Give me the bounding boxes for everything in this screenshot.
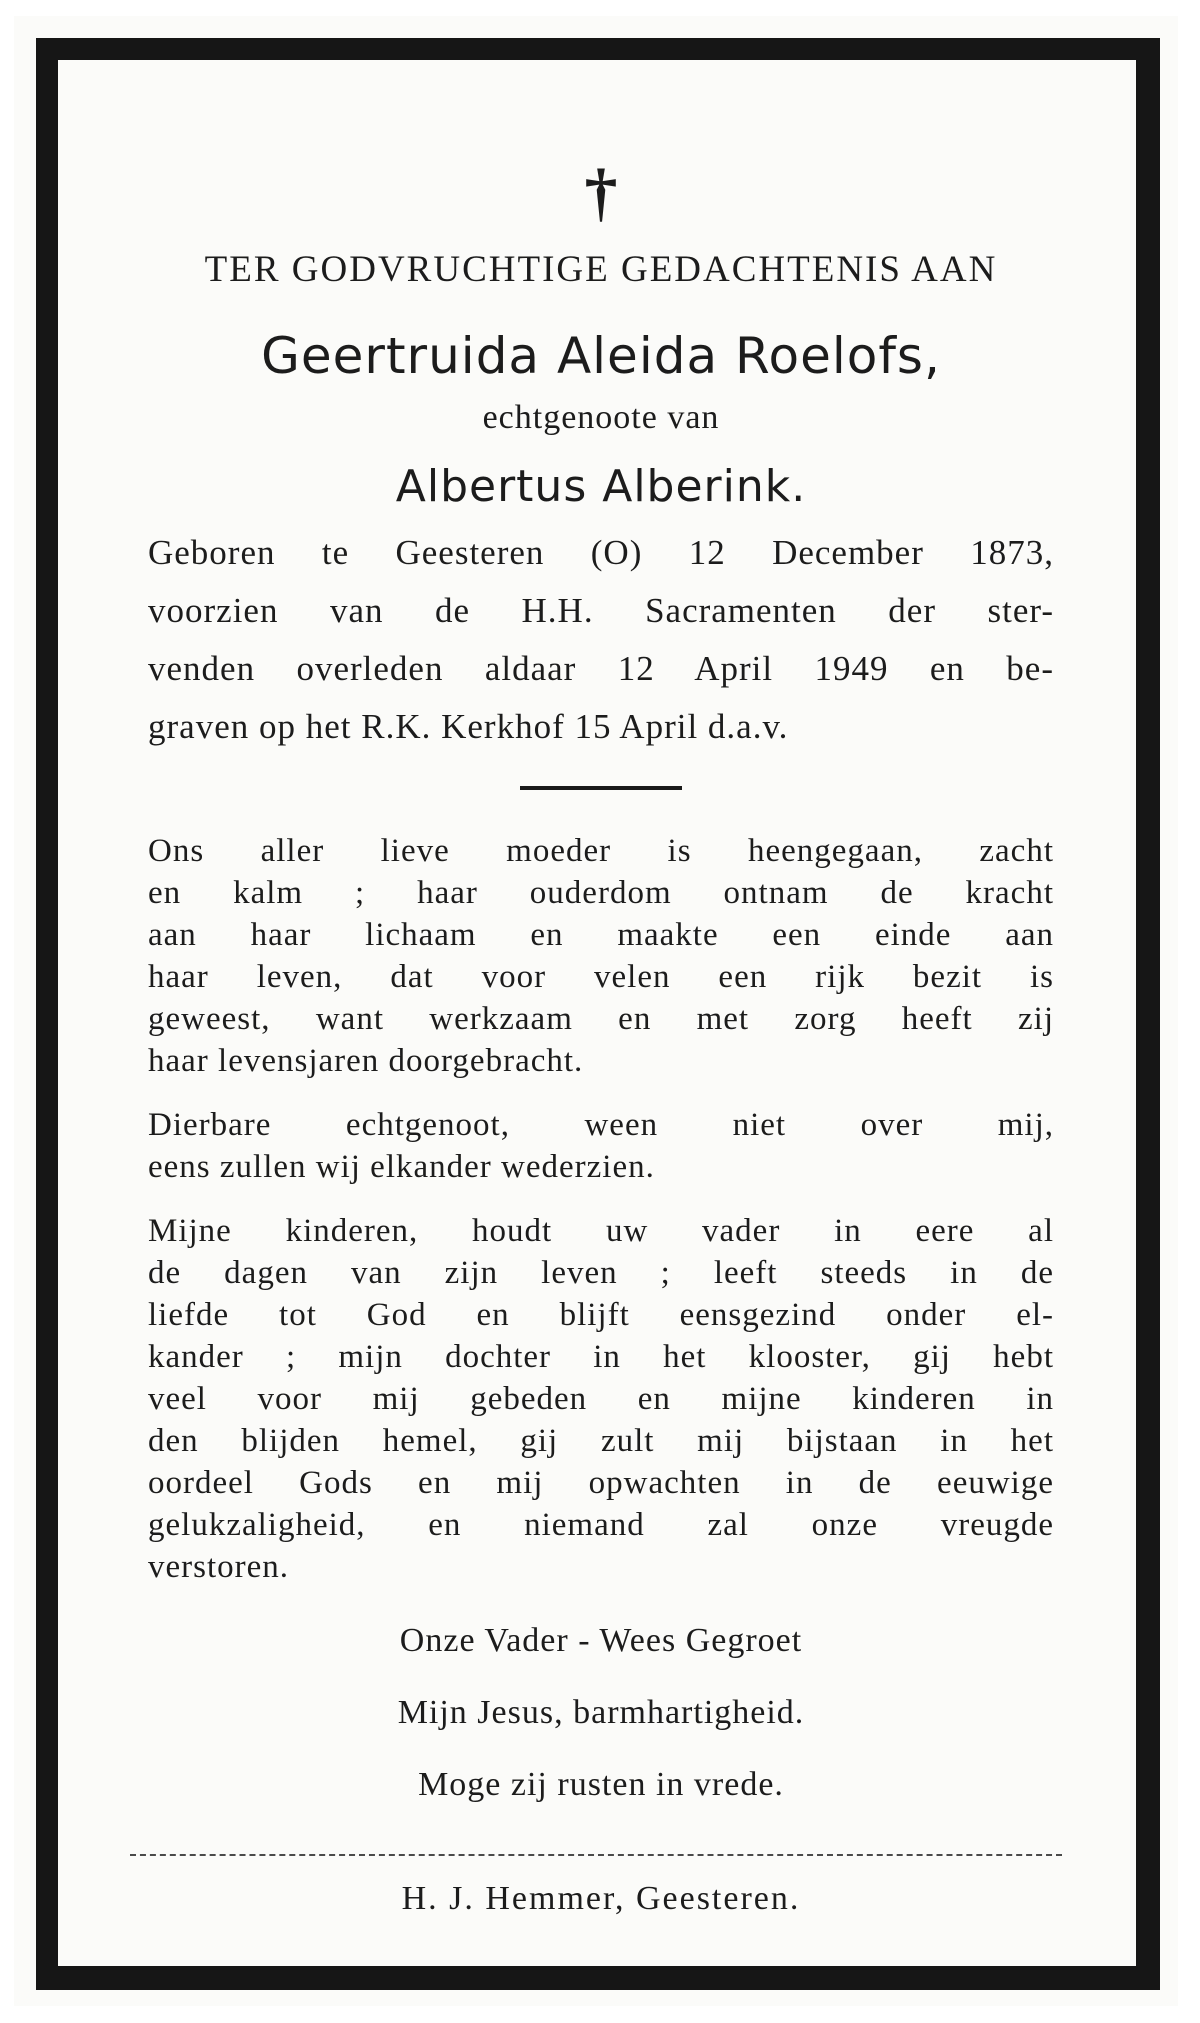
black-border-frame <box>36 38 1160 1990</box>
biography-line: Geboren te Geesteren (O) 12 December 1873, <box>148 533 1054 572</box>
memorial-card <box>14 16 1178 2006</box>
separator-rule <box>520 786 682 790</box>
verse-line: gelukzaligheid, en niemand zal onze vreugde <box>148 1507 1054 1543</box>
verse-line: verstoren. <box>148 1549 290 1585</box>
verse-line: Dierbare echtgenoot, ween niet over mij, <box>148 1107 1054 1143</box>
verse-line: oordeel Gods en mij opwachten in de eeuwige <box>148 1465 1054 1501</box>
prayer-line: Mijn Jesus, barmhartigheid. <box>397 1694 805 1731</box>
dashed-divider <box>130 1854 1062 1856</box>
memorial-heading: TER GODVRUCHTIGE GEDACHTENIS AAN <box>204 249 998 290</box>
prayer-line: Moge zij rusten in vrede. <box>418 1766 784 1803</box>
verse-line: veel voor mij gebeden en mijne kinderen in <box>148 1381 1054 1417</box>
paragraph-spouse <box>148 1104 1054 1188</box>
verse-line: haar leven, dat voor velen een rijk bezit is <box>148 959 1054 995</box>
verse-line: geweest, want werkzaam en met zorg heeft zij <box>148 1001 1054 1037</box>
deceased-name: Geertruida Aleida Roelofs, <box>261 327 941 385</box>
printer-credit: H. J. Hemmer, Geesteren. <box>401 1880 801 1917</box>
spouse-name: Albertus Alberink. <box>395 461 807 512</box>
paragraph-mother <box>148 830 1054 1082</box>
verse-line: de dagen van zijn leven ; leeft steeds in de <box>148 1255 1054 1291</box>
verse-line: Mijne kinderen, houdt uw vader in eere al <box>148 1213 1054 1249</box>
verse-line: en kalm ; haar ouderdom ontnam de kracht <box>148 875 1054 911</box>
verse-line: liefde tot God en blijft eensgezind onder el- <box>148 1297 1054 1333</box>
card-content <box>58 60 1136 1966</box>
verse-line: den blijden hemel, gij zult mij bijstaan in het <box>148 1423 1054 1459</box>
biography-line: graven op het R.K. Kerkhof 15 April d.a.v. <box>148 707 789 746</box>
biography-line: voorzien van de H.H. Sacramenten der ster- <box>148 591 1054 630</box>
verse-line: eens zullen wij elkander wederzien. <box>148 1149 655 1185</box>
prayer-line: Onze Vader - Wees Gegroet <box>399 1622 803 1659</box>
verse-line: haar levensjaren doorgebracht. <box>148 1043 584 1079</box>
verse-line: Ons aller lieve moeder is heengegaan, zacht <box>148 833 1054 869</box>
verse-line: kander ; mijn dochter in het klooster, gij hebt <box>148 1339 1054 1375</box>
verse-line: aan haar lichaam en maakte een einde aan <box>148 917 1054 953</box>
paragraph-children <box>148 1210 1054 1588</box>
biography <box>148 524 1054 756</box>
spouse-relation: echtgenoote van <box>482 399 720 436</box>
biography-line: venden overleden aldaar 12 April 1949 en be- <box>148 649 1054 688</box>
cross-icon: † <box>584 156 618 229</box>
